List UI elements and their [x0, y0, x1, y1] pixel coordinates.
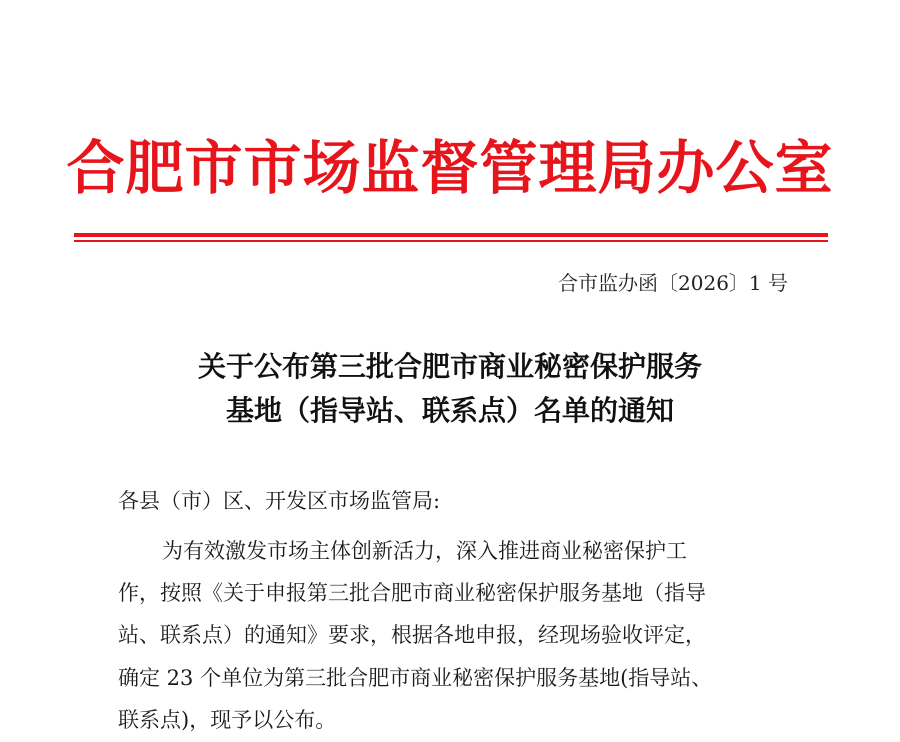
document-title	[0, 345, 900, 433]
document-title-line-1: 关于公布第三批合肥市商业秘密保护服务	[197, 350, 702, 383]
letterhead-red-rule-thin	[74, 240, 828, 242]
body-line-2: 作，按照《关于申报第三批合肥市商业秘密保护服务基地（指导	[118, 581, 706, 605]
document-number: 合市监办函〔2026〕1 号	[558, 271, 788, 295]
document-title-line-2: 基地（指导站、联系点）名单的通知	[225, 394, 674, 427]
letterhead-issuer: 合肥市市场监督管理局办公室	[66, 134, 834, 202]
salutation: 各县（市）区、开发区市场监管局:	[118, 489, 441, 513]
body-line-1: 为有效激发市场主体创新活力，深入推进商业秘密保护工	[162, 539, 687, 563]
body-line-3: 站、联系点）的通知》要求，根据各地申报，经现场验收评定，	[118, 623, 706, 647]
letterhead-red-rule	[74, 233, 828, 237]
body-line-4: 确定 23 个单位为第三批合肥市商业秘密保护服务基地(指导站、	[118, 666, 713, 690]
body-line-5: 联系点)，现予以公布。	[118, 708, 337, 732]
